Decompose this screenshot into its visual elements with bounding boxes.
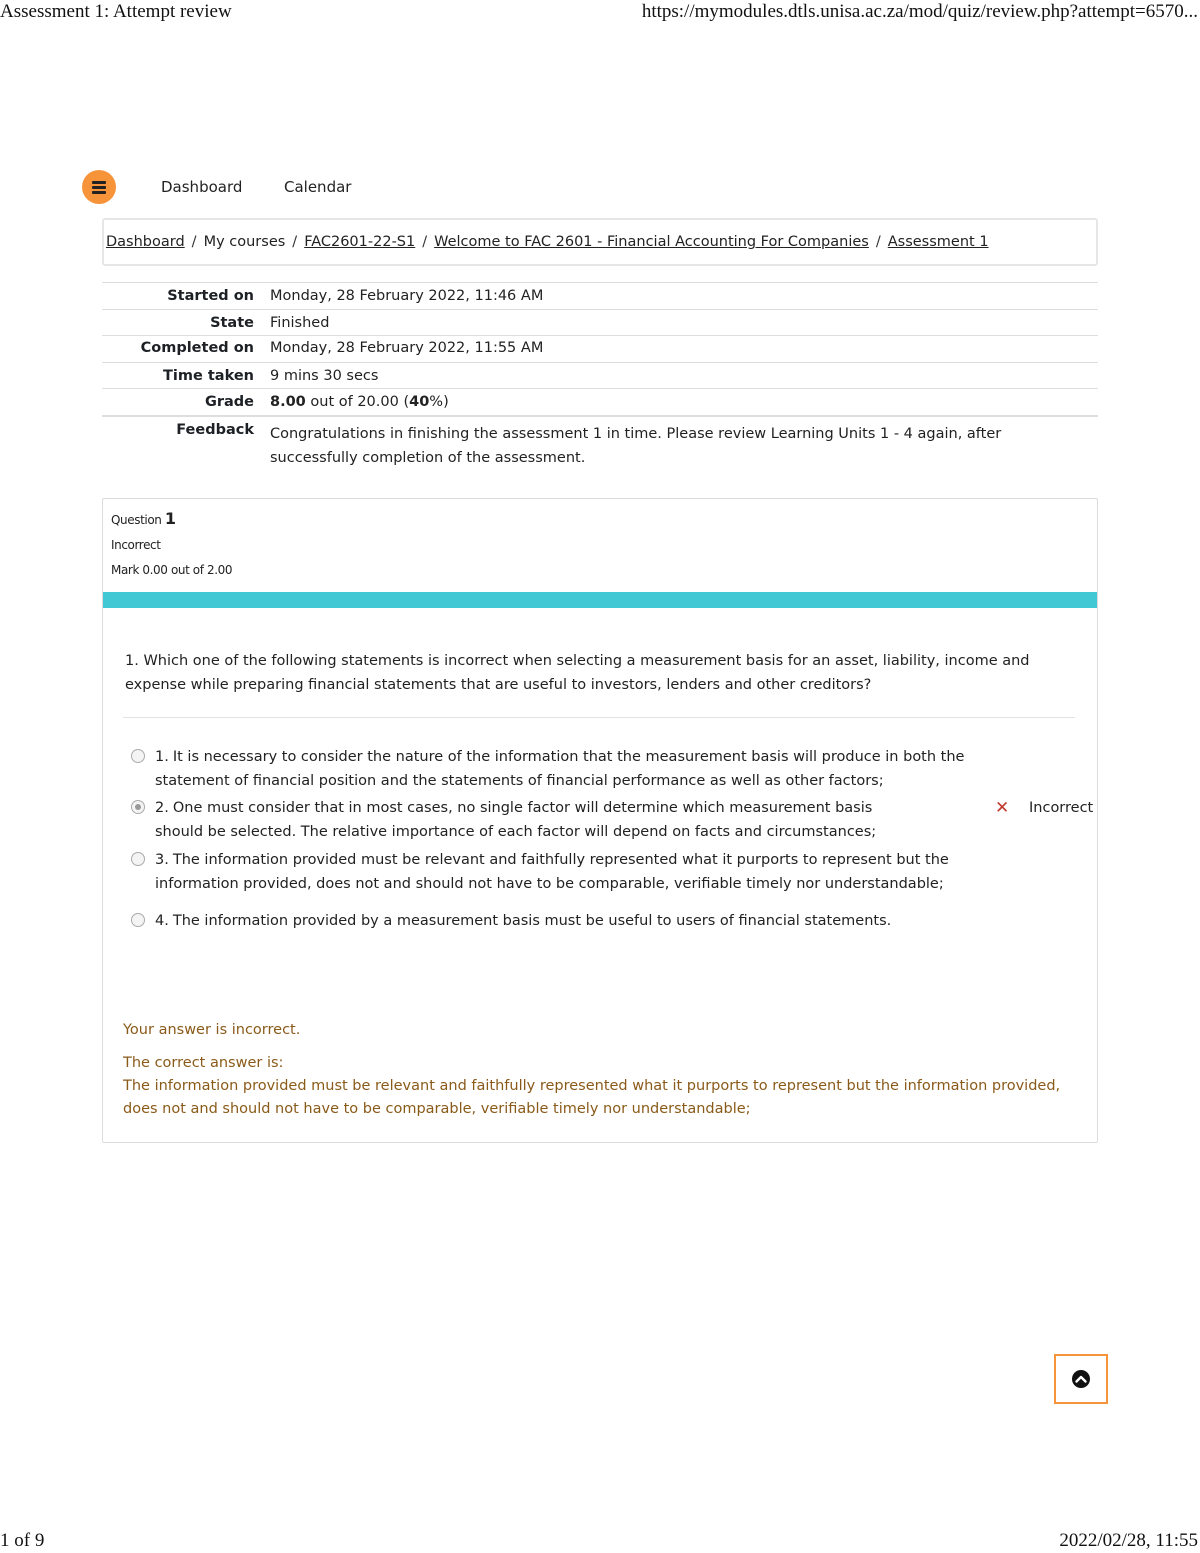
breadcrumb-course-welcome[interactable]: Welcome to FAC 2601 - Financial Accounting For Companies [434,234,869,250]
answer-option-2[interactable] [131,796,1094,844]
grade-label: Grade [204,394,254,410]
breadcrumb [106,234,989,250]
completed-label: Completed on [140,340,254,356]
summary-row-feedback [102,416,1098,470]
breadcrumb-separator: / [875,234,881,250]
summary-row-state [102,310,1098,336]
nav-calendar-link[interactable]: Calendar [284,178,352,196]
summary-row-completed [102,336,1098,363]
attempt-summary-table [102,282,1098,470]
summary-row-started [102,283,1098,310]
incorrect-x-icon: ✕ [995,798,1010,818]
started-label: Started on [167,288,254,304]
breadcrumb-separator: / [191,234,197,250]
answer-option-3[interactable] [131,848,1031,896]
incorrect-label: Incorrect [1029,800,1094,816]
answer-number: 3. [155,852,169,868]
state-value: Finished [270,315,330,331]
question-label: Question [111,513,162,527]
time-taken-label: Time taken [163,368,254,384]
grade-percent: 40 [409,394,430,410]
question-info [111,509,232,577]
answer-option-1[interactable] [131,745,1031,793]
radio-button[interactable] [131,913,145,927]
grade-score: 8.00 [270,394,306,410]
answer-number: 2. [155,800,169,816]
answer-text: It is necessary to consider the nature of the information that the measurement basis will produce in both the statement of financial position and the statements of financial performance as well as other factors; [155,749,965,789]
breadcrumb-my-courses: My courses [203,234,286,250]
correct-answer-label: The correct answer is: [123,1055,284,1071]
print-page-title: Assessment 1: Attempt review [0,1,232,22]
grade-value [270,389,1098,416]
top-navbar [82,170,582,204]
breadcrumb-separator: / [422,234,428,250]
hamburger-menu-icon[interactable] [82,170,116,204]
nav-dashboard-link[interactable]: Dashboard [161,178,243,196]
completed-value: Monday, 28 February 2022, 11:55 AM [270,340,544,356]
breadcrumb-separator: / [292,234,298,250]
question-number: 1 [164,509,177,528]
summary-row-grade [102,389,1098,416]
breadcrumb-container [102,218,1098,266]
radio-button[interactable] [131,749,145,763]
correct-answer-text: The information provided must be relevant and faithfully represented what it purports to represent but the information provided, does not and should not have to be comparable, verifiable timely nor understandable; [123,1078,1061,1117]
started-value: Monday, 28 February 2022, 11:46 AM [270,288,544,304]
answer-text: The information provided by a measurement basis must be useful to users of financial statements. [172,913,892,929]
feedback-value: Congratulations in finishing the assessment 1 in time. Please review Learning Units 1 - 4 again, after successfully completion of the assessment. [270,425,1002,466]
question-state: Incorrect [111,538,161,552]
question-divider [123,717,1075,718]
answer-number: 4. [155,913,169,929]
question-text: 1. Which one of the following statements is incorrect when selecting a measurement basis for an asset, liability, income and expense while preparing financial statements that are useful to investors, lenders and other creditors? [125,653,1030,693]
breadcrumb-assessment[interactable]: Assessment 1 [887,234,989,250]
question-divider-bar [103,592,1097,608]
question-card [102,498,1098,1143]
chevron-up-icon [1056,1356,1106,1402]
state-label: State [210,315,254,331]
print-datetime: 2022/02/28, 11:55 [1059,1530,1198,1551]
feedback-incorrect-text: Your answer is incorrect. [123,1022,301,1038]
answer-number: 1. [155,749,169,765]
radio-button-selected[interactable] [131,800,145,814]
feedback-label: Feedback [176,421,254,438]
print-page-count: 1 of 9 [0,1530,45,1551]
grade-out-of: out of 20.00 ( [305,394,410,410]
print-header [0,0,1200,26]
back-to-top-button[interactable] [1054,1354,1108,1404]
question-mark: Mark 0.00 out of 2.00 [111,563,233,577]
summary-row-time [102,363,1098,389]
breadcrumb-course-code[interactable]: FAC2601-22-S1 [304,234,416,250]
radio-button[interactable] [131,852,145,866]
grade-end: %) [429,394,449,410]
print-page-url: https://mymodules.dtls.unisa.ac.za/mod/quiz/review.php?attempt=6570... [641,1,1198,22]
answer-text: The information provided must be relevant and faithfully represented what it purports to represent but the information provided, does not and should not have to be comparable, verifiable timely nor understandable; [155,852,949,892]
answer-option-4[interactable] [131,909,1031,933]
answer-text: One must consider that in most cases, no single factor will determine which measurement basis should be selected. The relative importance of each factor will depend on facts and circumstances; [155,800,877,840]
breadcrumb-dashboard[interactable]: Dashboard [106,234,185,250]
question-feedback [123,1019,1073,1121]
time-taken-value: 9 mins 30 secs [270,368,379,384]
